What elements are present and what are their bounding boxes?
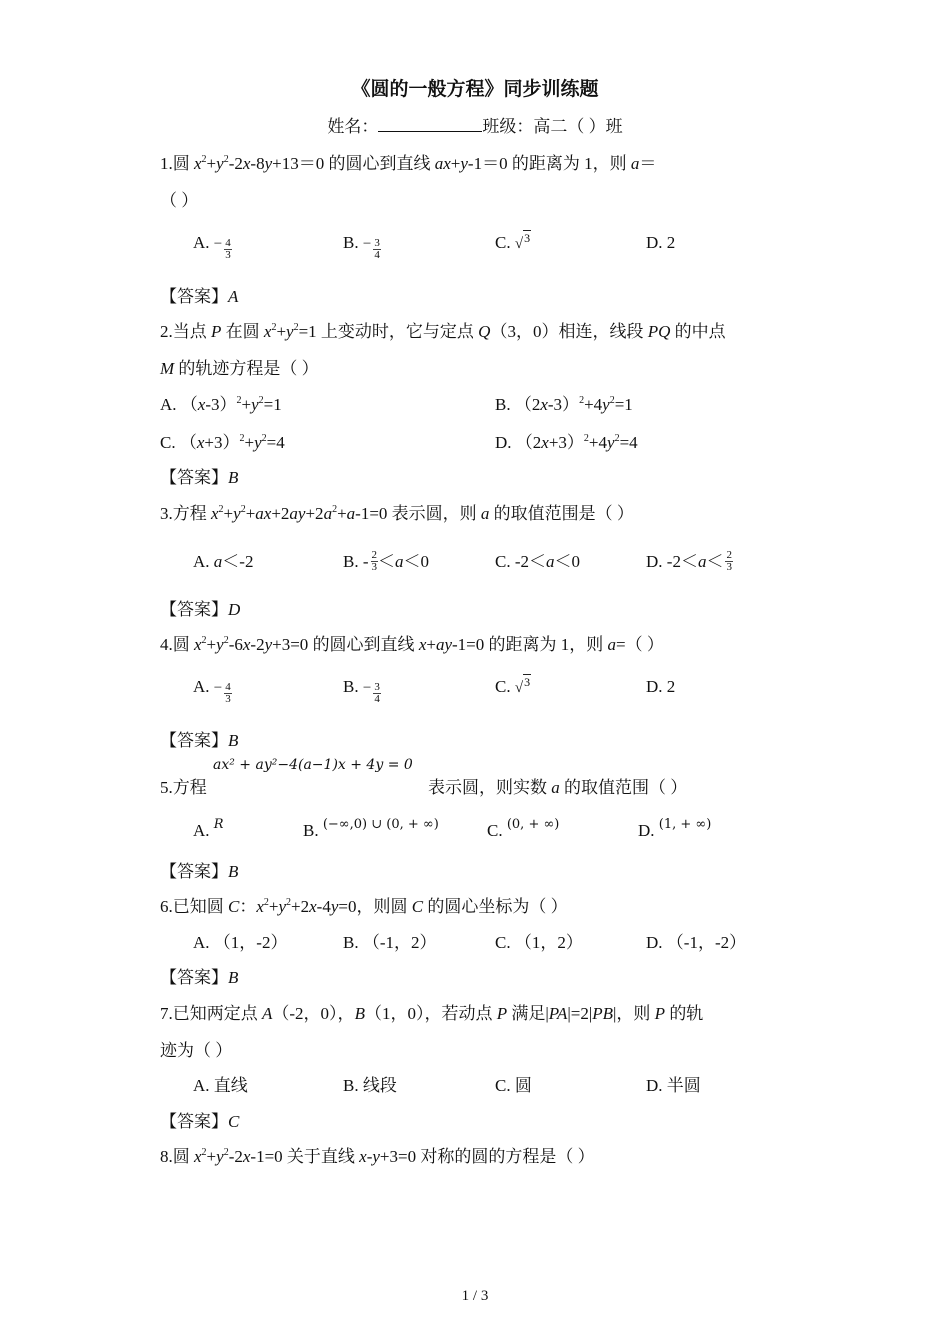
q5-stem-rest: 表示圆，则实数 a 的取值范围（ ） — [428, 778, 688, 797]
q3-option-c: C. -2＜a＜0 — [495, 552, 580, 571]
q7-option-c: C. 圆 — [495, 1076, 532, 1095]
q5-option-c: C. $^{(0, + \infty)}$ — [487, 817, 560, 840]
q1-option-a: A. − $\frac{4}{3}$ — [193, 233, 231, 261]
q4-option-a: A. − $\frac{4}{3}$ — [193, 677, 231, 705]
q2-stem-line2: M 的轨迹方程是（ ） — [160, 359, 319, 378]
q7-option-b: B. 线段 — [343, 1076, 397, 1095]
q6-option-c: C. （1，2） — [495, 933, 583, 952]
q3-answer: 【答案】D — [160, 600, 241, 619]
q7-option-d: D. 半圆 — [646, 1076, 701, 1095]
q1-stem: 1.圆 $x^2+y^2-2x-8y+13=0$ 的圆心到直线 ax+y-1＝0 的距离为 1，则 a＝ — [160, 154, 657, 173]
q3-option-d: D. -2＜a＜ $\frac{2}{3}$ — [646, 549, 732, 573]
q1-option-d: D. 2 — [646, 233, 676, 252]
q2-option-c: C. $(x+3)^2+y^2=4$ — [160, 433, 285, 452]
q1-option-b: B. − $\frac{3}{4}$ — [343, 233, 380, 261]
q7-option-a: A. 直线 — [193, 1076, 248, 1095]
q8-stem: 8.圆 $x^2+y^2-2x-1=0$ 关于直线 x-y+3=0 对称的圆的方程是（ ） — [160, 1147, 595, 1166]
name-blank[interactable] — [378, 116, 482, 132]
q1-answer: 【答案】A — [160, 287, 239, 306]
q7-stem-line1: 7.已知两定点 A（-2，0），B（1，0），若动点 P 满足|PA|=2|PB|，则 P 的轨 — [160, 1004, 704, 1023]
q2-option-a: A. $(x-3)^2+y^2=1$ — [160, 395, 282, 414]
q2-option-b: B. $(2x-3)^2+4y^2=1$ — [495, 395, 633, 414]
name-label: 姓名： — [327, 117, 379, 136]
name-class-line — [0, 112, 950, 137]
q4-option-c: C. √$^3$ — [495, 675, 531, 696]
q2-answer: 【答案】B — [160, 468, 239, 487]
q3-stem: 3.方程 $x^2+y^2+ax+2ay+2a^2+a-1=0$ 表示圆，则 a 的取值范围是（ ） — [160, 504, 634, 523]
q6-option-d: D. （-1，-2） — [646, 933, 747, 952]
q5-stem-label: 5.方程 — [160, 778, 207, 797]
q6-answer: 【答案】B — [160, 968, 239, 987]
q4-stem: 4.圆 $x^2+y^2-6x-2y+3=0$ 的圆心到直线 x+ay-1=0 的距离为 1，则 a=（ ） — [160, 635, 664, 654]
q5-answer: 【答案】B — [160, 862, 239, 881]
q6-stem: 6.已知圆 C：$x^2+y^2+2x-4y=0$，则圆 C 的圆心坐标为（ ） — [160, 897, 568, 916]
class-label: 班级：高二（ ）班 — [482, 117, 623, 136]
q4-option-d: D. 2 — [646, 677, 676, 696]
q2-stem-line1: 2.当点 P 在圆 $x^2+y^2=1$ 上变动时，它与定点 Q（3，0）相连，线段 PQ 的中点 — [160, 322, 726, 341]
q7-answer: 【答案】C — [160, 1112, 240, 1131]
q2-option-d: D. $(2x+3)^2+4y^2=4$ — [495, 433, 638, 452]
page-number: 1 / 3 — [461, 1288, 489, 1304]
q6-option-a: A. （1，-2） — [193, 933, 288, 952]
q4-answer: 【答案】B — [160, 731, 239, 750]
q5-formula: ax² + ay²−4(a−1)x + 4y = 0 — [213, 757, 413, 773]
q5-option-d: D. $^{(1, + \infty)}$ — [638, 817, 712, 840]
q4-option-b: B. − $\frac{3}{4}$ — [343, 677, 380, 705]
q7-stem-line2: 迹为（ ） — [160, 1041, 233, 1060]
q1-option-c: C. √$^3$ — [495, 231, 531, 252]
page-title: 《圆的一般方程》同步训练题 — [351, 79, 599, 100]
q6-option-b: B. （-1，2） — [343, 933, 437, 952]
q1-paren: （ ） — [160, 191, 199, 210]
q5-option-b: B. $^{(-\infty,0) \cup (0, + \infty)}$ — [303, 817, 439, 840]
q3-option-a: A. a＜-2 — [193, 552, 254, 571]
q3-option-b: B. - $\frac{2}{3}$ ＜a＜0 — [343, 549, 429, 573]
q5-option-a: A. $^R$ — [193, 817, 224, 840]
